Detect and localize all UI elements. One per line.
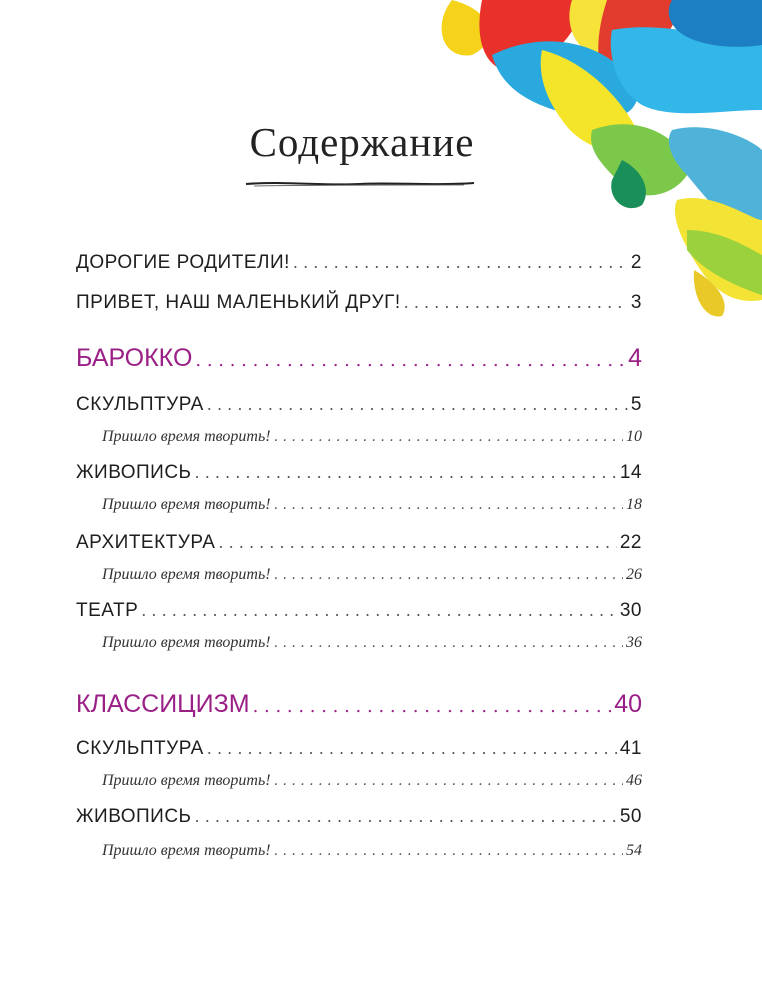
toc-entry-label: Пришло время творить!	[102, 634, 271, 651]
toc-entry-page: 22	[619, 532, 642, 553]
page-title: Содержание	[249, 119, 475, 165]
toc-entry-label: ЖИВОПИСЬ	[76, 806, 192, 827]
toc-entry-page: 40	[614, 690, 642, 718]
toc-entry-label: СКУЛЬПТУРА	[76, 738, 204, 759]
toc-entry-page: 30	[619, 600, 642, 621]
toc-entry-label: Пришло время творить!	[102, 428, 271, 445]
toc-entry-label: ТЕАТР	[76, 600, 139, 621]
toc-entry-page: 50	[619, 806, 642, 827]
toc-entry[interactable]	[76, 252, 642, 274]
dot-leader	[293, 253, 628, 272]
toc-entry-label: АРХИТЕКТУРА	[76, 532, 216, 553]
dot-leader	[195, 350, 625, 371]
toc-subentry[interactable]	[102, 842, 642, 860]
toc-entry-page: 4	[628, 344, 642, 372]
toc-entry-label: Пришло время творить!	[102, 842, 271, 859]
toc-entry-label: ДОРОГИЕ РОДИТЕЛИ!	[76, 252, 290, 273]
toc-subentry[interactable]	[102, 428, 642, 446]
toc-entry-label: СКУЛЬПТУРА	[76, 394, 204, 415]
toc-entry[interactable]	[76, 462, 642, 484]
dot-leader	[195, 807, 617, 826]
dot-leader	[274, 773, 623, 789]
toc-entry-label: Пришло время творить!	[102, 772, 271, 789]
toc-entry-page: 10	[626, 428, 642, 445]
toc-entry[interactable]	[76, 738, 642, 760]
toc-entry[interactable]	[76, 806, 642, 828]
dot-leader	[195, 463, 617, 482]
toc-entry-label: Пришло время творить!	[102, 566, 271, 583]
toc-entry-page: 54	[626, 842, 642, 859]
toc-entry-page: 14	[619, 462, 642, 483]
toc-subentry[interactable]	[102, 772, 642, 790]
dot-leader	[207, 395, 628, 414]
title-underline	[244, 178, 476, 190]
toc-entry[interactable]	[76, 532, 642, 554]
toc-entry-label: БАРОККО	[76, 344, 193, 372]
toc-entry[interactable]	[76, 600, 642, 622]
dot-leader	[404, 293, 628, 312]
toc-section-heading[interactable]	[76, 690, 642, 719]
toc-entry-page: 5	[630, 394, 642, 415]
dot-leader	[253, 696, 612, 717]
toc-entry-page: 26	[626, 566, 642, 583]
dot-leader	[274, 843, 623, 859]
toc-entry-page: 18	[626, 496, 642, 513]
toc-entry-page: 41	[619, 738, 642, 759]
dot-leader	[141, 601, 617, 620]
toc-entry-page: 36	[626, 634, 642, 651]
dot-leader	[207, 739, 617, 758]
dot-leader	[274, 429, 623, 445]
dot-leader	[274, 567, 623, 583]
dot-leader	[274, 497, 623, 513]
dot-leader	[274, 635, 623, 651]
toc-section-heading[interactable]	[76, 344, 642, 373]
toc-entry-page: 46	[626, 772, 642, 789]
dot-leader	[218, 533, 616, 552]
toc-entry-page: 3	[630, 292, 642, 313]
toc-entry[interactable]	[76, 394, 642, 416]
toc-entry-label: ЖИВОПИСЬ	[76, 462, 192, 483]
toc-entry-label: Пришло время творить!	[102, 496, 271, 513]
toc-entry[interactable]	[76, 292, 642, 314]
toc-subentry[interactable]	[102, 566, 642, 584]
toc-entry-page: 2	[630, 252, 642, 273]
toc-subentry[interactable]	[102, 496, 642, 514]
toc-entry-label: КЛАССИЦИЗМ	[76, 690, 250, 718]
toc-entry-label: ПРИВЕТ, НАШ МАЛЕНЬКИЙ ДРУГ!	[76, 292, 401, 313]
toc-subentry[interactable]	[102, 634, 642, 652]
